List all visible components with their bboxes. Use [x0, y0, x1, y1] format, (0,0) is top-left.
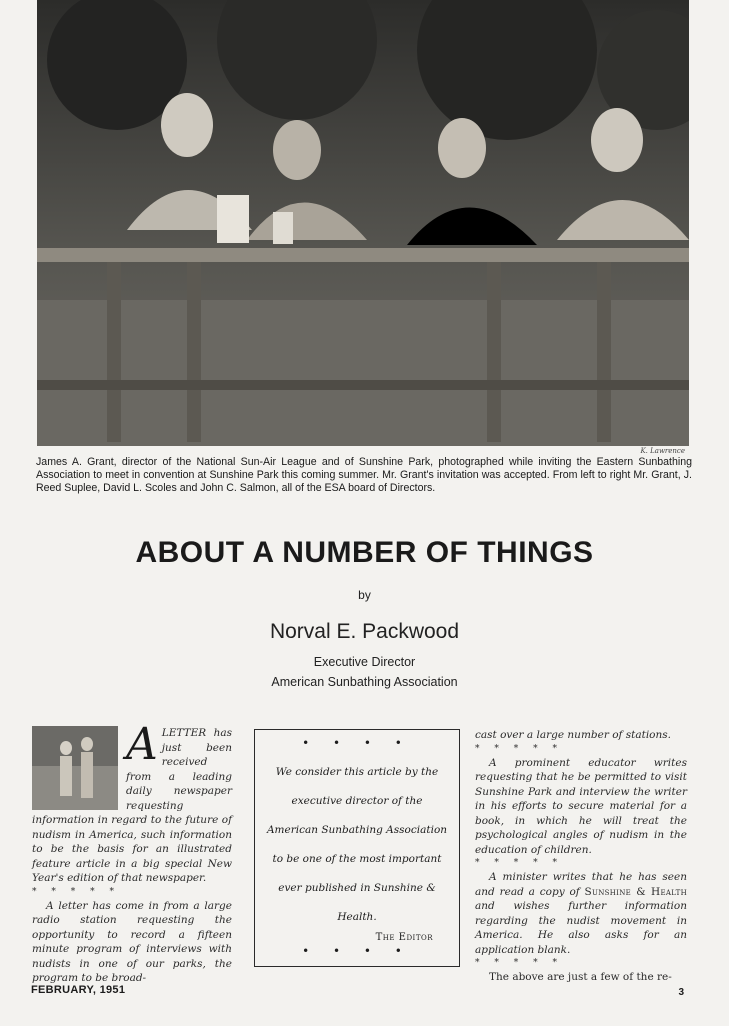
issue-date: FEBRUARY, 1951	[31, 984, 126, 996]
column-right-paragraph-3	[475, 870, 687, 957]
thumbnail-photo	[32, 726, 118, 810]
column-left-paragraph-2: A letter has come in from a large radio station requesting the opportunity to record a fifteen minute program of interviews with nudists in one of our parks, the program to be broad-	[32, 899, 232, 984]
column-left-paragraph-1: LETTER has just been received from a leading daily newspaper requesting information in regard to the future of nudism in America, such information to be the basis for an illustrated feature article in a big special New Year's edition of that newspaper.	[32, 727, 232, 884]
column-right-paragraph-2: A prominent educator writes requesting that he be permitted to visit Sunshine Park and interview the writer in his efforts to secure material for a book, in which he will treat the psychological angles of nudism in the education of children.	[475, 756, 687, 856]
section-divider: * * * * *	[475, 958, 563, 968]
column-left	[32, 719, 232, 986]
photo-credit: K. Lawrence	[640, 447, 685, 455]
column-right-paragraph-4: The above are just a few of the re-	[489, 971, 672, 983]
page-number: 3	[678, 987, 684, 998]
author-name: Norval E. Packwood	[269, 620, 460, 643]
section-divider: * * * * *	[475, 858, 563, 868]
editor-signature: The Editor	[375, 932, 433, 943]
article-title: ABOUT A NUMBER OF THINGS	[135, 536, 594, 569]
photo-caption: James A. Grant, director of the National Sun-Air League and of Sunshine Park, photographed while inviting the Eastern Sunbathing Association to meet in convention at Sunshine Park this coming summer. Mr. Grant's invitation was accepted. From left to right Mr. Grant, J. Reed Suplee, David L. Scoles and John C. Salmon, all of the ESA board of Directors.	[36, 456, 692, 494]
column-right	[475, 728, 687, 985]
thumbnail-illustration	[32, 726, 118, 810]
byline-by: by	[358, 588, 371, 602]
drop-cap: A	[126, 719, 158, 770]
section-divider: * * * * *	[32, 886, 120, 897]
header-photo	[37, 0, 689, 446]
editor-note-box	[254, 729, 460, 967]
author-organization: American Sunbathing Association	[271, 675, 458, 689]
editor-note: We consider this article by the executive director of the American Sunbathing Association to be one of the most important ever published in Sunshine & Health.	[266, 766, 448, 923]
paragraph-3-start: A minister writes that he has seen and read a copy of	[475, 871, 687, 898]
paragraph-3-end: and wishes further information regarding the nudist movement in America. He also asks for an application blank.	[475, 900, 687, 956]
magazine-name: Sunshine & Health	[584, 885, 687, 898]
box-dots-bottom: • • • •	[302, 944, 412, 958]
author-role: Executive Director	[313, 655, 416, 669]
section-divider: * * * * *	[475, 743, 563, 754]
photo-illustration	[37, 0, 689, 446]
column-right-paragraph-1: cast over a large number of stations.	[475, 729, 671, 741]
box-dots-top: • • • •	[302, 736, 412, 750]
